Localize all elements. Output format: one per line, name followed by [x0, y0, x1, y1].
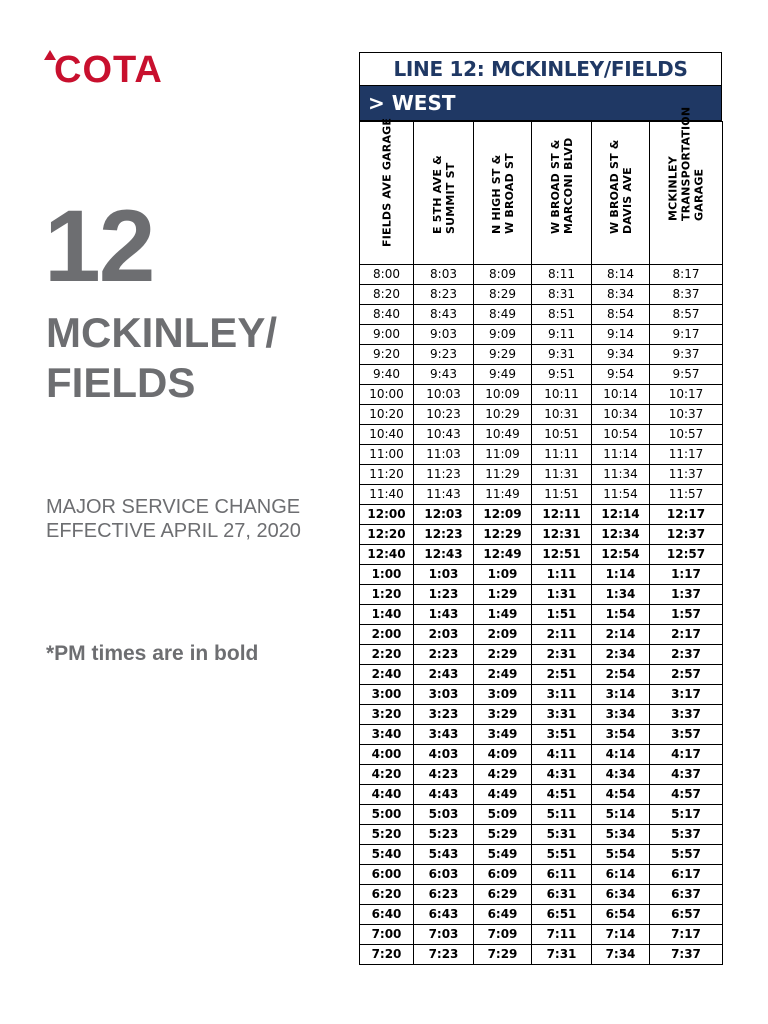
time-cell: 8:29 [474, 285, 532, 305]
time-cell: 1:54 [592, 605, 650, 625]
route-name-line1: MCKINLEY/ [46, 309, 277, 356]
time-cell: 10:17 [650, 385, 723, 405]
time-cell: 12:03 [414, 505, 474, 525]
time-cell: 4:14 [592, 745, 650, 765]
time-cell: 1:49 [474, 605, 532, 625]
time-cell: 9:49 [474, 365, 532, 385]
time-cell: 1:51 [532, 605, 592, 625]
time-cell: 6:49 [474, 905, 532, 925]
time-cell: 5:40 [360, 845, 414, 865]
time-cell: 8:31 [532, 285, 592, 305]
time-cell: 11:40 [360, 485, 414, 505]
table-row [360, 265, 723, 285]
time-cell: 6:17 [650, 865, 723, 885]
time-cell: 9:23 [414, 345, 474, 365]
table-row [360, 345, 723, 365]
stop-name-line: N HIGH ST & [489, 154, 503, 234]
table-row [360, 365, 723, 385]
time-cell: 12:37 [650, 525, 723, 545]
pm-times-note: *PM times are in bold [46, 642, 259, 665]
time-cell: 8:23 [414, 285, 474, 305]
time-cell: 9:31 [532, 345, 592, 365]
time-cell: 2:40 [360, 665, 414, 685]
time-cell: 10:54 [592, 425, 650, 445]
time-cell: 6:11 [532, 865, 592, 885]
time-cell: 2:37 [650, 645, 723, 665]
table-row [360, 745, 723, 765]
time-cell: 5:14 [592, 805, 650, 825]
time-cell: 4:49 [474, 785, 532, 805]
time-cell: 10:23 [414, 405, 474, 425]
time-cell: 7:17 [650, 925, 723, 945]
time-cell: 5:23 [414, 825, 474, 845]
time-cell: 10:57 [650, 425, 723, 445]
time-cell: 6:40 [360, 905, 414, 925]
time-cell: 9:03 [414, 325, 474, 345]
time-cell: 8:43 [414, 305, 474, 325]
time-cell: 12:29 [474, 525, 532, 545]
time-cell: 12:14 [592, 505, 650, 525]
time-cell: 4:40 [360, 785, 414, 805]
time-cell: 8:20 [360, 285, 414, 305]
time-cell: 4:31 [532, 765, 592, 785]
time-cell: 5:57 [650, 845, 723, 865]
time-cell: 11:14 [592, 445, 650, 465]
time-cell: 12:54 [592, 545, 650, 565]
time-cell: 2:11 [532, 625, 592, 645]
time-cell: 11:09 [474, 445, 532, 465]
stop-name-line: FIELDS AVE GARAGE [380, 117, 393, 247]
time-cell: 12:49 [474, 545, 532, 565]
time-cell: 4:20 [360, 765, 414, 785]
time-cell: 2:31 [532, 645, 592, 665]
time-cell: 9:09 [474, 325, 532, 345]
time-cell: 7:23 [414, 945, 474, 965]
time-cell: 9:37 [650, 345, 723, 365]
time-cell: 5:20 [360, 825, 414, 845]
time-cell: 3:11 [532, 685, 592, 705]
time-cell: 4:11 [532, 745, 592, 765]
time-cell: 1:34 [592, 585, 650, 605]
time-cell: 3:03 [414, 685, 474, 705]
time-cell: 3:57 [650, 725, 723, 745]
stop-name [380, 118, 393, 247]
time-cell: 7:20 [360, 945, 414, 965]
time-cell: 3:14 [592, 685, 650, 705]
time-cell: 12:23 [414, 525, 474, 545]
time-cell: 4:00 [360, 745, 414, 765]
direction-header: > WEST [359, 85, 722, 121]
stop-name [608, 139, 634, 234]
time-cell: 11:17 [650, 445, 723, 465]
time-cell: 12:31 [532, 525, 592, 545]
time-cell: 10:31 [532, 405, 592, 425]
time-cell: 9:14 [592, 325, 650, 345]
time-cell: 11:57 [650, 485, 723, 505]
time-cell: 1:17 [650, 565, 723, 585]
time-cell: 3:17 [650, 685, 723, 705]
time-cell: 3:20 [360, 705, 414, 725]
time-cell: 1:23 [414, 585, 474, 605]
table-row [360, 505, 723, 525]
time-cell: 8:03 [414, 265, 474, 285]
stop-name-line: MARCONI BLVD [561, 137, 575, 234]
time-cell: 3:51 [532, 725, 592, 745]
table-row [360, 685, 723, 705]
stop-name [549, 138, 575, 234]
time-cell: 4:54 [592, 785, 650, 805]
time-cell: 7:00 [360, 925, 414, 945]
time-cell: 6:43 [414, 905, 474, 925]
time-cell: 8:00 [360, 265, 414, 285]
time-cell: 11:31 [532, 465, 592, 485]
time-cell: 11:23 [414, 465, 474, 485]
time-cell: 2:49 [474, 665, 532, 685]
table-row [360, 285, 723, 305]
time-cell: 5:11 [532, 805, 592, 825]
table-row [360, 525, 723, 545]
time-cell: 5:49 [474, 845, 532, 865]
time-cell: 5:54 [592, 845, 650, 865]
time-cell: 3:09 [474, 685, 532, 705]
route-name-line2: FIELDS [46, 359, 196, 406]
time-cell: 11:20 [360, 465, 414, 485]
time-cell: 4:43 [414, 785, 474, 805]
time-cell: 2:09 [474, 625, 532, 645]
table-row [360, 605, 723, 625]
time-cell: 5:34 [592, 825, 650, 845]
time-cell: 4:09 [474, 745, 532, 765]
time-cell: 3:43 [414, 725, 474, 745]
route-name [46, 308, 346, 408]
time-cell: 10:51 [532, 425, 592, 445]
time-cell: 3:00 [360, 685, 414, 705]
table-row [360, 405, 723, 425]
time-cell: 8:54 [592, 305, 650, 325]
time-cell: 9:40 [360, 365, 414, 385]
time-cell: 10:20 [360, 405, 414, 425]
time-cell: 10:14 [592, 385, 650, 405]
time-cell: 12:09 [474, 505, 532, 525]
time-cell: 12:11 [532, 505, 592, 525]
time-cell: 9:11 [532, 325, 592, 345]
table-row [360, 645, 723, 665]
time-cell: 6:00 [360, 865, 414, 885]
time-cell: 4:29 [474, 765, 532, 785]
time-cell: 1:43 [414, 605, 474, 625]
table-row [360, 425, 723, 445]
time-cell: 10:09 [474, 385, 532, 405]
time-cell: 1:00 [360, 565, 414, 585]
time-cell: 7:29 [474, 945, 532, 965]
time-cell: 10:11 [532, 385, 592, 405]
table-row [360, 725, 723, 745]
time-cell: 1:14 [592, 565, 650, 585]
time-cell: 2:57 [650, 665, 723, 685]
stop-name [431, 155, 457, 234]
time-cell: 3:31 [532, 705, 592, 725]
time-cell: 10:29 [474, 405, 532, 425]
time-cell: 7:31 [532, 945, 592, 965]
time-cell: 9:43 [414, 365, 474, 385]
table-row [360, 765, 723, 785]
time-cell: 5:29 [474, 825, 532, 845]
table-row [360, 625, 723, 645]
time-cell: 11:43 [414, 485, 474, 505]
stop-name [667, 107, 706, 221]
time-cell: 9:57 [650, 365, 723, 385]
stop-header [474, 122, 532, 265]
time-cell: 3:34 [592, 705, 650, 725]
time-cell: 1:03 [414, 565, 474, 585]
time-cell: 10:37 [650, 405, 723, 425]
time-cell: 3:29 [474, 705, 532, 725]
time-cell: 9:34 [592, 345, 650, 365]
time-cell: 12:20 [360, 525, 414, 545]
time-cell: 1:11 [532, 565, 592, 585]
time-cell: 2:00 [360, 625, 414, 645]
time-cell: 2:14 [592, 625, 650, 645]
time-cell: 5:17 [650, 805, 723, 825]
logo-text: COTA [54, 49, 163, 91]
time-cell: 1:57 [650, 605, 723, 625]
time-cell: 7:34 [592, 945, 650, 965]
time-cell: 5:43 [414, 845, 474, 865]
table-row [360, 665, 723, 685]
time-cell: 10:03 [414, 385, 474, 405]
time-cell: 4:17 [650, 745, 723, 765]
time-cell: 2:34 [592, 645, 650, 665]
time-cell: 2:51 [532, 665, 592, 685]
table-row [360, 385, 723, 405]
time-cell: 8:57 [650, 305, 723, 325]
time-cell: 7:14 [592, 925, 650, 945]
stop-name-line: MCKINLEY [666, 156, 680, 221]
stop-header [650, 106, 723, 265]
time-cell: 7:37 [650, 945, 723, 965]
time-cell: 2:43 [414, 665, 474, 685]
time-cell: 9:20 [360, 345, 414, 365]
time-cell: 4:03 [414, 745, 474, 765]
time-cell: 4:51 [532, 785, 592, 805]
time-cell: 9:00 [360, 325, 414, 345]
time-cell: 8:11 [532, 265, 592, 285]
time-cell: 6:09 [474, 865, 532, 885]
time-cell: 11:11 [532, 445, 592, 465]
time-cell: 12:34 [592, 525, 650, 545]
time-cell: 11:49 [474, 485, 532, 505]
timetable [359, 52, 722, 965]
time-cell: 8:14 [592, 265, 650, 285]
table-row [360, 705, 723, 725]
stop-name-line: W BROAD ST & [548, 139, 562, 234]
table-row [360, 885, 723, 905]
time-cell: 11:34 [592, 465, 650, 485]
table-row [360, 785, 723, 805]
time-cell: 3:37 [650, 705, 723, 725]
time-cell: 8:37 [650, 285, 723, 305]
table-row [360, 585, 723, 605]
time-cell: 2:03 [414, 625, 474, 645]
time-cell: 5:09 [474, 805, 532, 825]
time-cell: 11:03 [414, 445, 474, 465]
time-cell: 1:40 [360, 605, 414, 625]
table-row [360, 445, 723, 465]
notice-line2: EFFECTIVE APRIL 27, 2020 [46, 520, 301, 542]
service-change-notice [46, 495, 346, 543]
schedule-table [359, 106, 723, 965]
stop-name-line: W BROAD ST & [607, 139, 621, 234]
time-cell: 9:29 [474, 345, 532, 365]
time-cell: 1:37 [650, 585, 723, 605]
time-cell: 6:29 [474, 885, 532, 905]
time-cell: 12:17 [650, 505, 723, 525]
time-cell: 10:49 [474, 425, 532, 445]
stop-name-line: SUMMIT ST [443, 162, 457, 234]
table-row [360, 845, 723, 865]
time-cell: 11:37 [650, 465, 723, 485]
stop-name [490, 153, 516, 234]
table-row [360, 805, 723, 825]
time-cell: 3:23 [414, 705, 474, 725]
time-cell: 6:37 [650, 885, 723, 905]
time-cell: 12:00 [360, 505, 414, 525]
time-cell: 9:51 [532, 365, 592, 385]
stop-header-row [360, 122, 723, 265]
time-cell: 8:17 [650, 265, 723, 285]
table-row [360, 565, 723, 585]
time-cell: 8:09 [474, 265, 532, 285]
time-cell: 2:20 [360, 645, 414, 665]
time-cell: 6:34 [592, 885, 650, 905]
timetable-title: LINE 12: MCKINLEY/FIELDS [359, 52, 722, 85]
time-cell: 12:51 [532, 545, 592, 565]
time-cell: 12:57 [650, 545, 723, 565]
stop-header [592, 122, 650, 265]
stop-header [414, 122, 474, 265]
time-cell: 1:09 [474, 565, 532, 585]
time-cell: 6:31 [532, 885, 592, 905]
table-row [360, 825, 723, 845]
time-cell: 7:03 [414, 925, 474, 945]
route-number: 12 [44, 189, 154, 303]
time-cell: 12:40 [360, 545, 414, 565]
time-cell: 8:34 [592, 285, 650, 305]
stop-name-line: DAVIS AVE [620, 167, 634, 234]
time-cell: 4:23 [414, 765, 474, 785]
time-cell: 9:17 [650, 325, 723, 345]
time-cell: 5:31 [532, 825, 592, 845]
time-cell: 2:23 [414, 645, 474, 665]
table-row [360, 905, 723, 925]
time-cell: 6:51 [532, 905, 592, 925]
table-row [360, 325, 723, 345]
time-cell: 1:20 [360, 585, 414, 605]
time-cell: 10:40 [360, 425, 414, 445]
table-row [360, 465, 723, 485]
time-cell: 8:40 [360, 305, 414, 325]
time-cell: 3:40 [360, 725, 414, 745]
table-row [360, 485, 723, 505]
time-cell: 11:00 [360, 445, 414, 465]
schedule-body [360, 265, 723, 965]
time-cell: 5:51 [532, 845, 592, 865]
time-cell: 6:14 [592, 865, 650, 885]
time-cell: 11:51 [532, 485, 592, 505]
time-cell: 8:51 [532, 305, 592, 325]
time-cell: 3:54 [592, 725, 650, 745]
table-row [360, 865, 723, 885]
time-cell: 10:34 [592, 405, 650, 425]
time-cell: 11:29 [474, 465, 532, 485]
time-cell: 8:49 [474, 305, 532, 325]
time-cell: 6:54 [592, 905, 650, 925]
time-cell: 6:57 [650, 905, 723, 925]
time-cell: 4:34 [592, 765, 650, 785]
time-cell: 1:31 [532, 585, 592, 605]
time-cell: 7:11 [532, 925, 592, 945]
stop-name-line: W BROAD ST [502, 153, 516, 234]
time-cell: 10:43 [414, 425, 474, 445]
time-cell: 10:00 [360, 385, 414, 405]
table-row [360, 305, 723, 325]
time-cell: 5:37 [650, 825, 723, 845]
time-cell: 2:29 [474, 645, 532, 665]
table-row [360, 925, 723, 945]
time-cell: 12:43 [414, 545, 474, 565]
stop-header [360, 117, 414, 265]
time-cell: 1:29 [474, 585, 532, 605]
time-cell: 6:03 [414, 865, 474, 885]
notice-line1: MAJOR SERVICE CHANGE [46, 496, 301, 518]
time-cell: 3:49 [474, 725, 532, 745]
time-cell: 11:54 [592, 485, 650, 505]
time-cell: 4:37 [650, 765, 723, 785]
time-cell: 5:03 [414, 805, 474, 825]
time-cell: 2:17 [650, 625, 723, 645]
table-row [360, 545, 723, 565]
time-cell: 6:23 [414, 885, 474, 905]
time-cell: 2:54 [592, 665, 650, 685]
stop-name-line: TRANSPORTATION [679, 106, 693, 221]
time-cell: 7:09 [474, 925, 532, 945]
stop-header [532, 122, 592, 265]
time-cell: 4:57 [650, 785, 723, 805]
stop-name-line: GARAGE [692, 168, 706, 221]
time-cell: 5:00 [360, 805, 414, 825]
stop-name-line: E 5TH AVE & [430, 155, 444, 234]
time-cell: 9:54 [592, 365, 650, 385]
time-cell: 6:20 [360, 885, 414, 905]
table-row [360, 945, 723, 965]
